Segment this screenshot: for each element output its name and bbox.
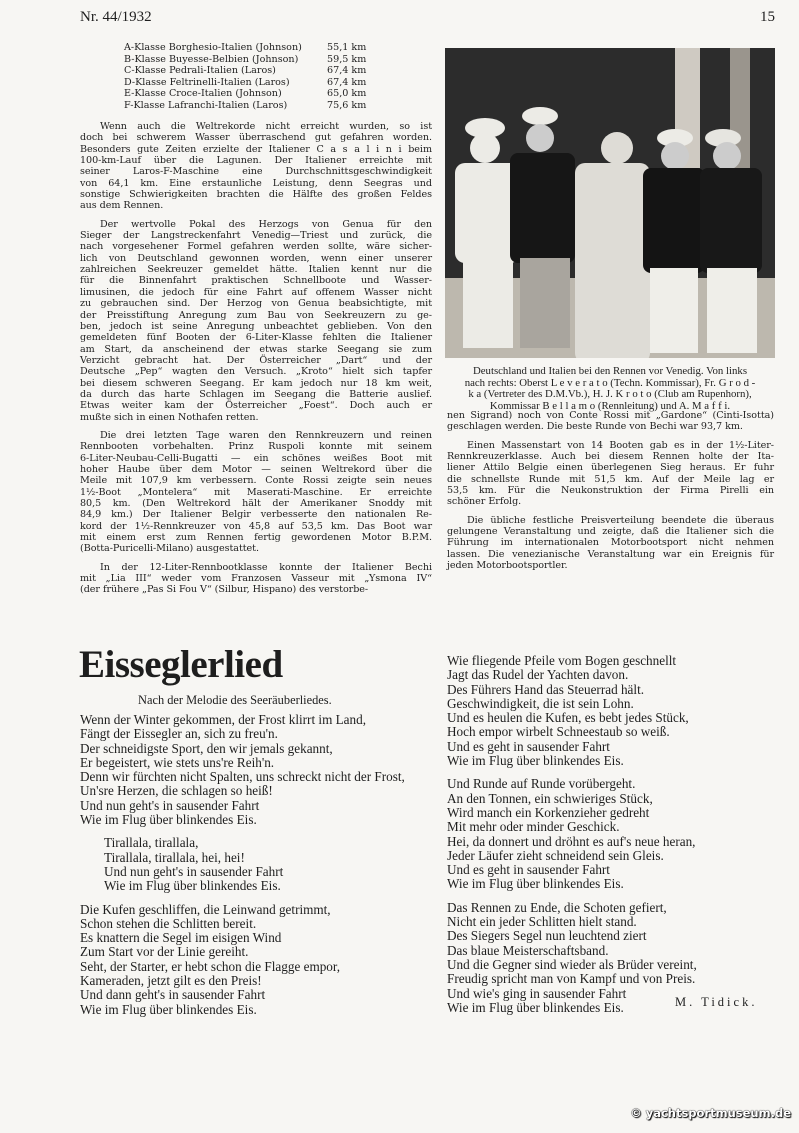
text-line: geschlagen werden. Die beste Runde von Bechi war 93,7 km.: [447, 421, 743, 433]
results-row: [124, 54, 366, 66]
poem-line: Schon stehen die Schlitten bereit.: [80, 915, 257, 931]
poem-author: M. Tidick.: [675, 995, 758, 1009]
results-row: [124, 88, 366, 100]
text-line: liener Attilo Belgie einen überlegenen Sieg heraus. Er fuhr: [447, 462, 774, 474]
text-line: Die übliche festliche Preisverteilung beendete die überaus: [467, 514, 774, 526]
result-value: 55,1 km: [327, 42, 367, 53]
paragraph: [80, 121, 432, 212]
poem-stanza: [447, 901, 697, 1015]
text-line: Sieger der Langstreckenfahrt Venedig—Triest und zurück, die: [80, 230, 432, 242]
text-line: Die drei letzten Tage waren den Rennkreuzern und reinen: [100, 429, 432, 441]
text-line: lich von Deutschland gewonnen worden, wenn einer unserer: [80, 252, 432, 264]
result-class: C-Klasse Pedrali-Italien (Laros): [124, 65, 276, 77]
poem-line: Und es geht in sausender Fahrt: [447, 862, 610, 878]
poem-line: Hei, da donnert und dröhnt es auf's neue heran,: [447, 833, 696, 849]
poem-left-column: [80, 713, 405, 1026]
text-line: jeden Motorbootsportler.: [447, 560, 568, 572]
paragraph: [447, 515, 774, 572]
text-line: für die Binnenfahrt praktischen Schnellboote und Wasser-: [80, 275, 432, 287]
paragraph: [80, 562, 432, 596]
results-row: [124, 65, 366, 77]
article-right-column: [447, 410, 774, 578]
poem-line: Nicht ein jeder Schlitten hielt stand.: [447, 914, 637, 930]
poem-line: Und es geht in sausender Fahrt: [447, 738, 610, 754]
result-class: A-Klasse Borghesio-Italien (Johnson): [124, 42, 302, 53]
poem-line: Und nun geht's in sausender Fahrt: [80, 797, 260, 813]
photo-caption: [445, 366, 775, 412]
poem-line: Wie im Flug über blinkendes Eis.: [80, 1001, 257, 1017]
poem-line: Er begeistert, wie stets uns're Reih'n.: [80, 754, 275, 770]
poem-line: Wird manch ein Korkenzieher gedreht: [447, 804, 650, 820]
text-line: die schnellste Runde mit 51,5 km. Auf der Meile lag er: [447, 473, 774, 485]
poem-line: Wie im Flug über blinkendes Eis.: [447, 753, 624, 769]
poem-stanza: [447, 654, 697, 768]
text-line: mit „Lia III“ weder vom Franzosen Vasseur mit „Ysmona IV“: [80, 573, 432, 585]
text-line: gelungene Veranstaltung und zeigte, daß die Italiener sich die: [447, 526, 774, 538]
poem-line: Wie im Flug über blinkendes Eis.: [104, 878, 281, 894]
results-table: [124, 42, 366, 112]
text-line: (der frühere „Pas Si Fou V“ (Silbur, Hispano) des verstorbe-: [80, 584, 369, 596]
paragraph: [80, 430, 432, 555]
text-line: sonstige Schwierigkeiten brachten die Hälfte des großen Feldes: [80, 189, 432, 201]
result-value: 65,0 km: [327, 88, 367, 100]
poem-stanza: [80, 713, 405, 827]
text-line: doch bei schwerem Wasser überraschend gut gefahren worden.: [80, 132, 432, 144]
text-line: von 64,1 km. Eine erstaunliche Leistung, denn Seegras und: [80, 177, 432, 189]
text-line: da durch das harte Schlagen im Seegang die Batterie auslief.: [80, 388, 432, 400]
text-line: aus dem Rennen.: [80, 200, 164, 212]
poem-line: Fängt der Eissegler an, sich zu freu'n.: [80, 726, 278, 742]
poem-line: Der schneidigste Sport, den wir jemals gekannt,: [80, 740, 333, 756]
poem-refrain: [80, 836, 405, 893]
copyright-watermark: © yachtsportmuseum.de: [630, 1106, 791, 1120]
text-line: mit einem erst zum Rennen fertig gewordenen Motor B.P.M.: [80, 532, 432, 544]
caption-line: Kommissar B e l l a m o (Rennleitung) und A. M a f f i.: [489, 399, 731, 412]
caption-line: k a (Vertreter des D.M.Vb.), H. J. K r o t o (Club am Rupenhorn),: [468, 388, 752, 400]
text-line: 53,5 km. Für die Neukonstruktion der Firma Pirelli ein: [447, 485, 774, 497]
result-class: B-Klasse Buyesse-Belbien (Johnson): [124, 53, 299, 65]
text-line: limusinen, die jedoch für eine Fahrt auf offenem Wasser nicht: [80, 286, 432, 298]
results-row: [124, 77, 366, 89]
poem-line: Des Führers Hand das Steuerrad hält.: [447, 681, 645, 697]
text-line: am Start, da anscheinend der etwas starke Seegang sie zum: [80, 343, 432, 355]
result-value: 67,4 km: [327, 65, 367, 77]
text-line: zahlreichen Seekreuzer gemeldet hätte. Italien kennt nur die: [80, 264, 432, 276]
poem-line: Geschwindigkeit, die ist sein Lohn.: [447, 695, 634, 711]
paragraph: [447, 440, 774, 508]
poem-stanza: [447, 777, 697, 891]
poem-line: Wenn der Winter gekommen, der Frost klirrt im Land,: [80, 712, 367, 727]
poem-line: Des Siegers Segel nun leuchtend ziert: [447, 928, 647, 944]
poem-line: Wie im Flug über blinkendes Eis.: [80, 812, 257, 828]
text-line: Rennkreuzerklasse. Auch bei diesem Rennen holte der Ita-: [447, 451, 774, 463]
text-line: 100-km-Lauf über die Lagunen. Der Italiener erreichte mit: [80, 155, 432, 167]
poem-title: Eisseglerlied: [79, 643, 283, 686]
text-line: Meile mit 107,9 km verbessern. Conte Rossi zeigte sein neues: [80, 475, 432, 487]
caption-line: Deutschland und Italien bei den Rennen vor Venedig. Von links: [472, 365, 748, 377]
poem-line: Das Rennen zu Ende, die Schoten gefiert,: [447, 899, 667, 915]
page-number: 15: [760, 9, 775, 25]
paragraph: [80, 219, 432, 423]
poem-line: Und es heulen die Kufen, es bebt jedes Stück,: [447, 710, 689, 726]
poem-line: Und Runde auf Runde vorübergeht.: [447, 776, 636, 792]
person-3: [575, 132, 650, 358]
poem-line: Mit mehr oder minder Geschick.: [447, 819, 620, 835]
poem-line: Wie im Flug über blinkendes Eis.: [447, 876, 624, 892]
caption-line: nach rechts: Oberst L e v e r a t o (Techn. Kommissar), Fr. G r o d -: [464, 376, 756, 389]
text-line: lassen. Die venezianische Veranstaltung war ein Ereignis für: [447, 548, 774, 560]
photo-image: [445, 48, 775, 358]
poem-line: Tirallala, tirallala,: [104, 835, 199, 851]
text-line: kord der 1½-Rennkreuzer von 45,8 auf 53,5 km. Das Boot war: [80, 520, 432, 532]
poem-line: Hoch empor wirbelt Schneestaub so weiß.: [447, 724, 670, 740]
text-line: Deutsche „Pep“ wagten den Versuch. „Kroto“ hielt sich tapfer: [80, 366, 432, 378]
text-line: der Preisstiftung Anregung zum Bau von Seekreuzern zu ge-: [80, 309, 432, 321]
group-photo: [445, 48, 775, 358]
text-line: Führung im internationalen Motorbootsport nicht nehmen: [447, 537, 774, 549]
paragraph: [447, 410, 774, 433]
poem-line: Jeder Läufer zieht schneidend sein Gleis.: [447, 847, 664, 863]
text-line: 80,5 km. (Den Weltrekord hält der Amerikaner Snoddy mit: [80, 498, 432, 509]
text-line: Rennbooten vorbehalten. Prinz Ruspoli konnte mit seinem: [80, 441, 432, 453]
text-line: mußte sich in einen Nothafen retten.: [80, 411, 259, 423]
text-line: Etwas weiter kam der Österreicher „Foest“. Doch auch er: [80, 400, 432, 412]
poem-right-column: [447, 654, 697, 1024]
text-line: nen Sigrand) noch von Conte Rossi mit „Gardone“ (Cinti-Isotta): [447, 410, 774, 421]
poem-subtitle: Nach der Melodie des Seeräuberliedes.: [138, 693, 332, 707]
result-value: 75,6 km: [327, 99, 367, 111]
results-row: [124, 42, 366, 54]
poem-line: Kameraden, jetzt gilt es den Preis!: [80, 973, 262, 989]
results-row: [124, 100, 366, 112]
text-line: Wenn auch die Weltrekorde nicht erreicht wurden, so ist: [100, 121, 432, 132]
text-line: Der wertvolle Pokal des Herzogs von Genua für den: [100, 218, 432, 230]
poem-line: Freudig spricht man von Kampf und von Preis.: [447, 971, 696, 987]
text-line: zu gebrauchen sind. Der Herzog von Genua beabsichtigte, mit: [80, 298, 432, 310]
text-line: seiner Laros-F-Maschine eine Durchschnittsgeschwindigkeit: [80, 166, 432, 178]
text-line: 84,9 km.) Der Italiener Belgir verbesserte den nationalen Re-: [80, 509, 432, 521]
text-line: hoher Haube über dem Motor — seinen Weltrekord über die: [80, 463, 432, 475]
poem-line: Wie fliegende Pfeile vom Bogen geschnellt: [447, 653, 677, 668]
poem-line: Wie im Flug über blinkendes Eis.: [447, 999, 624, 1015]
poem-line: Und die Gegner sind wieder als Brüder vereint,: [447, 956, 697, 972]
poem-line: Das blaue Meisterschaftsband.: [447, 942, 609, 958]
poem-line: Und nun geht's in sausender Fahrt: [104, 863, 284, 879]
text-line: nach vorgesehener Formel gefahren werden sollte, wäre sicher-: [80, 241, 432, 253]
text-line: Einen Massenstart von 14 Booten gab es in der 1½-Liter-: [467, 439, 774, 451]
poem-stanza: [80, 903, 405, 1017]
text-line: ben, jedoch ist seine Anregung unbeachtet geblieben. Von den: [80, 320, 432, 332]
text-line: In der 12-Liter-Rennbootklasse konnte der Italiener Bechi: [100, 561, 432, 573]
text-line: 1½-Boot „Montelera“ mit Maserati-Maschine. Er erreichte: [80, 486, 432, 498]
issue-number: Nr. 44/1932: [80, 9, 152, 25]
poem-line: Un'sre Herzen, die schlagen so heiß!: [80, 783, 273, 799]
result-value: 67,4 km: [327, 76, 367, 88]
poem-line: An den Tonnen, ein schwieriges Stück,: [447, 790, 653, 806]
poem-line: Tirallala, tirallala, hei, hei!: [104, 849, 245, 865]
text-line: 6-Liter-Neubau-Celli-Bugatti — ein schönes weißes Boot mit: [80, 452, 432, 464]
poem-line: Denn wir fürchten nicht Spalten, uns schreckt nicht der Frost,: [80, 769, 405, 785]
result-class: E-Klasse Croce-Italien (Johnson): [124, 88, 282, 100]
text-line: Besonders gute Zeiten erzielte der Italiener C a s a l i n i beim: [80, 143, 432, 155]
text-line: gemeldeten fünf Booten der 6-Liter-Klasse fehlten die Italiener: [80, 332, 432, 344]
result-class: F-Klasse Lafranchi-Italien (Laros): [124, 99, 288, 111]
result-value: 59,5 km: [327, 53, 367, 65]
text-line: Verzicht gebracht hat. Der Österreicher „Dart“ und der: [80, 354, 432, 366]
article-left-column: [80, 121, 432, 603]
poem-line: Zum Start vor der Linie gereiht.: [80, 944, 249, 960]
poem-line: Die Kufen geschliffen, die Leinwand getrimmt,: [80, 901, 331, 917]
result-class: D-Klasse Feltrinelli-Italien (Laros): [124, 76, 290, 88]
poem-line: Und wie's ging in sausender Fahrt: [447, 985, 627, 1001]
text-line: schöner Erfolg.: [447, 496, 522, 508]
poem-line: Seht, der Starter, er hebt schon die Flagge empor,: [80, 958, 341, 974]
text-line: (Botta-Puricelli-Milano) ausgestattet.: [80, 543, 259, 555]
poem-line: Und dann geht's in sausender Fahrt: [80, 987, 266, 1003]
poem-line: Jagt das Rudel der Yachten davon.: [447, 667, 629, 683]
text-line: bei diesem schweren Seegang. Er kam jedoch nur 18 km weit,: [80, 377, 432, 389]
poem-line: Es knattern die Segel im eisigen Wind: [80, 930, 282, 946]
